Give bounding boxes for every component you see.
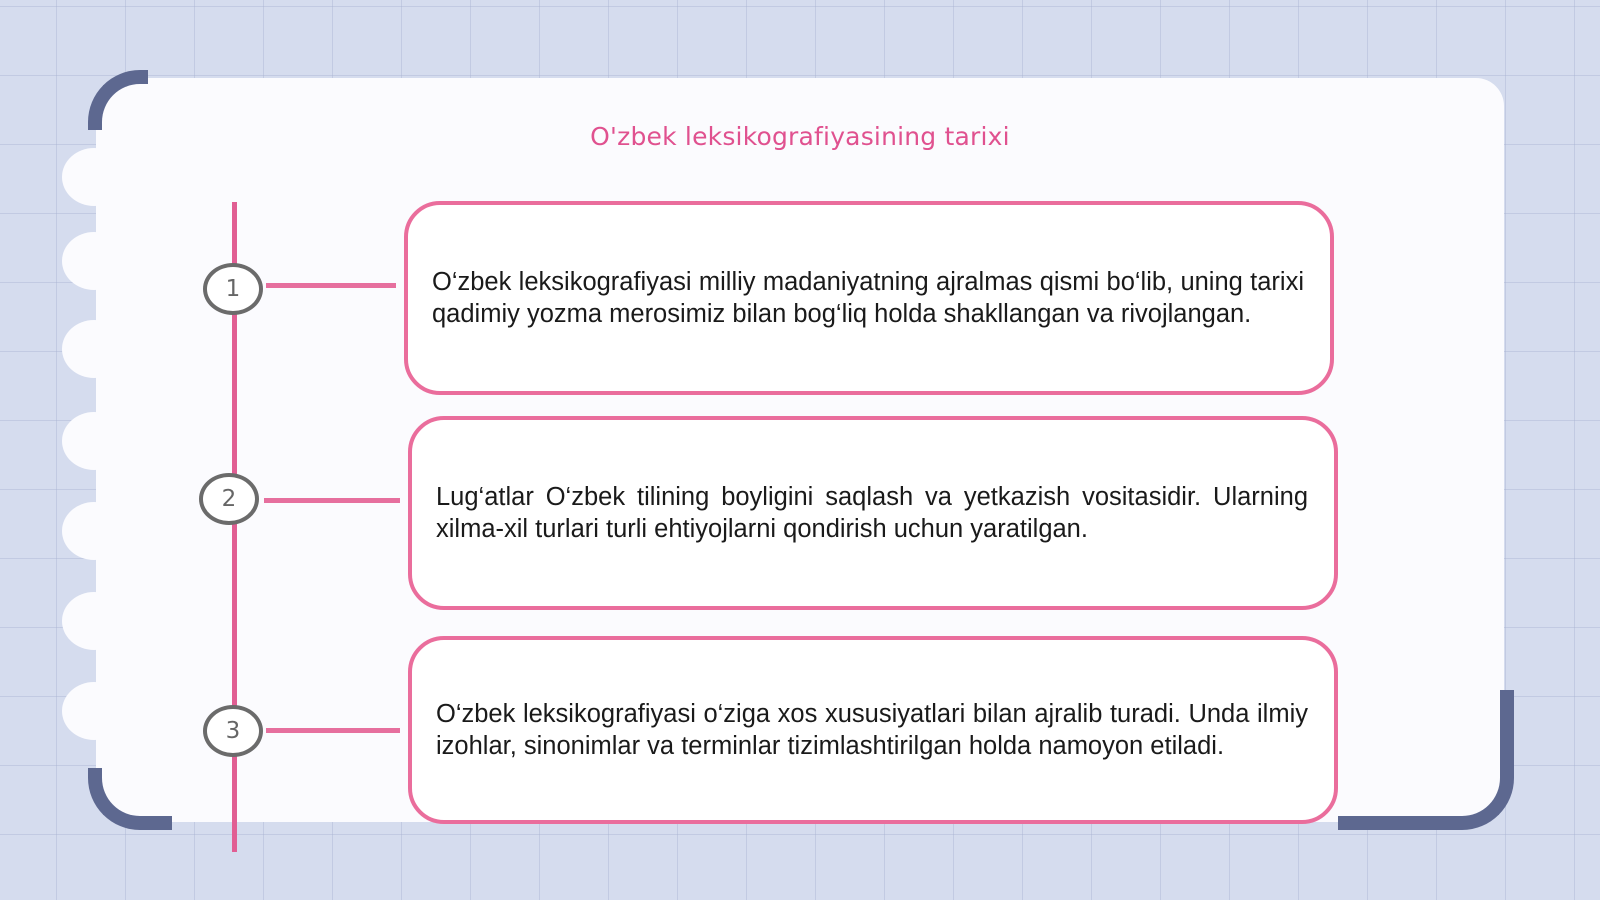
timeline-connector [264,498,400,503]
timeline-number-3: 3 [203,705,263,757]
timeline-connector [266,283,396,288]
timeline-card-text: Lug‘atlar O‘zbek tilining boyligini saqlash va yetkazish vositasidir. Ularning xilma-xil turlari turli ehtiyojlarni qondirish uchun yaratilgan. [436,483,1308,543]
paper-edge-bump [62,320,126,378]
paper-edge-bump [62,682,126,740]
timeline-card-text: O‘zbek leksikografiyasi o‘ziga xos xususiyatlari bilan ajralib turadi. Unda ilmiy izohlar, sinonimlar va terminlar tizimlashtirilgan holda namoyon etiladi. [436,700,1308,760]
timeline-card-1 [404,201,1334,395]
frame-corner-top-left [88,70,148,130]
frame-corner-bottom-left [88,768,172,830]
paper-edge-bump [62,232,126,290]
slide-title: O'zbek leksikografiyasining tarixi [590,122,1010,151]
paper-edge-bump [62,412,126,470]
paper-edge-bump [62,502,126,560]
timeline-connector [266,728,400,733]
paper-edge-bump [62,592,126,650]
paper-edge-bump [62,148,126,206]
timeline-card-2 [408,416,1338,610]
timeline-card-text: O‘zbek leksikografiyasi milliy madaniyatning ajralmas qismi bo‘lib, uning tarixi qadimiy yozma merosimiz bilan bog‘liq holda shakllangan va rivojlangan. [432,268,1304,328]
frame-corner-bottom-right [1338,690,1514,830]
timeline-number-2: 2 [199,473,259,525]
timeline-number-1: 1 [203,263,263,315]
timeline-card-3 [408,636,1338,824]
